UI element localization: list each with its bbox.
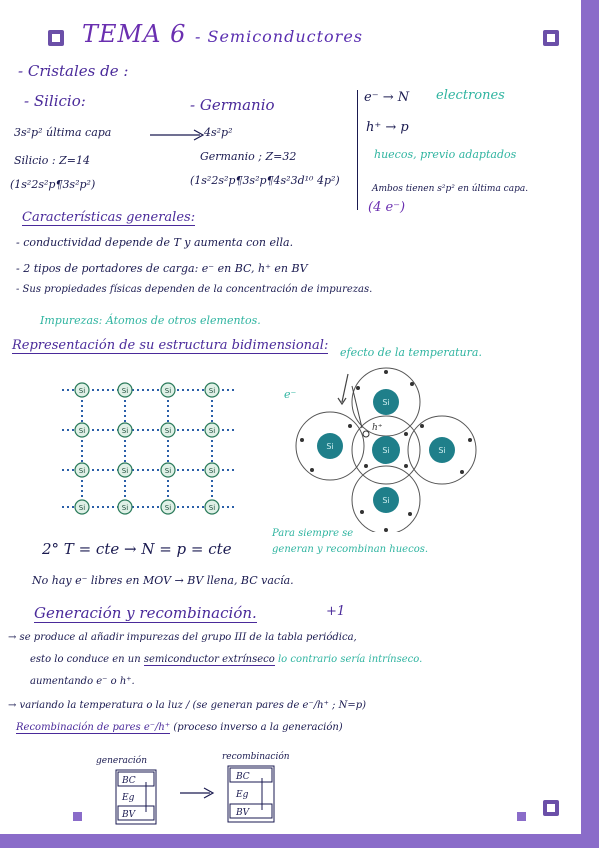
group-plus-label: +1 [326,604,346,619]
lattice-atom-label: Si [78,504,86,512]
equilibrium-formula: 2° T = cte → N = p = cte [42,540,232,558]
lattice-atom-label: Si [78,467,86,475]
lattice-atom-label: Si [164,387,172,395]
carriers-both-note: Ambos tienen s²p² en última capa. [372,184,529,194]
page-title [82,20,363,48]
lattice-atom-label: Si [121,467,129,475]
recombination-band-diagram [222,764,302,826]
lattice-atom-label: Si [164,427,172,435]
arrow-silicon-to-germanium [148,128,208,142]
recombination-label: Recombinación de pares e⁻/h⁺ [16,722,171,733]
germanium-label: - Germanio [190,96,275,114]
generation-line-1: → se produce al añadir impurezas del grupo III de la tabla periódica, [8,632,357,643]
silicon-lattice-grid [40,372,260,522]
recombination-diagram-label: recombinación [222,752,290,762]
divider-vertical [357,90,358,210]
crystals-heading: - Cristales de : [18,62,129,80]
germanium-shell: 4s²p² [204,126,233,139]
hole-marker [363,431,369,437]
lattice-atom-label: Si [164,504,172,512]
generation-diagram-label: generación [96,756,148,766]
lattice-atom-label: Si [121,387,129,395]
lattice-atom-label: Si [78,427,86,435]
general-item-2: - 2 tipos de portadores de carga: e⁻ en BC, h⁺ en BV [16,262,308,275]
carriers-four-electrons: (4 e⁻) [368,200,406,215]
diagram-atom-label: Si [382,496,390,505]
rec-bv-label: BV [236,808,250,818]
temperature-effect-label: efecto de la temperatura. [340,346,482,359]
carrier-electron: e⁻ → N [364,90,410,105]
diagram-atom-label: Si [382,446,390,455]
general-item-1: - conductividad depende de T y aumenta con ella. [16,236,294,249]
lattice-atom-label: Si [208,387,216,395]
extrinsic-semiconductor: semiconductor extrínseco [143,654,275,665]
diagram-atom-label: Si [382,398,390,407]
generation-line-2c: lo contrario sería intrínseco. [274,654,423,665]
lattice-atom-label: Si [121,504,129,512]
carrier-hole-note: huecos, previo adaptados [374,148,517,161]
lattice-atom-label: Si [208,467,216,475]
lattice-atom-label: Si [121,427,129,435]
diagram-atom-label: Si [438,446,446,455]
silicon-shell: 3s²p² última capa [14,126,112,139]
silicon-z: Silicio : Z=14 [14,154,90,167]
electron-label: e⁻ [284,388,297,401]
generation-line-2 [30,654,422,665]
recombination-note: (proceso inverso a la generación) [173,722,343,733]
lattice-atom-label: Si [78,387,86,395]
representation-heading: Representación de su estructura bidimensional: [12,338,329,353]
corner-marker-bottom-right [543,800,559,816]
recombination-line [16,722,343,733]
generation-line-4: → variando la temperatura o la luz / (se generan pares de e⁻/h⁺ ; N=p) [8,700,367,711]
generation-heading: Generación y recombinación. [34,604,257,622]
gen-bv-label: BV [122,810,136,820]
temperature-effect-diagram [282,362,492,532]
general-heading: Características generales: [22,210,196,225]
lattice-atom-label: Si [208,427,216,435]
lattice-atom-label: Si [164,467,172,475]
no-free-electrons-note: No hay e⁻ libres en MOV → BV llena, BC vacía. [32,574,294,587]
lattice-atom-label: Si [208,504,216,512]
impurities-note: Impurezas: Átomos de otros elementos. [40,314,261,327]
arrow-generation-to-recombination [178,786,218,800]
corner-marker-top-right [543,30,559,46]
carrier-electron-note: electrones [436,88,505,103]
title-subtitle: - Semiconductores [194,27,363,46]
note-line-1: Para siempre se [272,528,354,539]
diagram-atom-label: Si [326,442,334,451]
corner-marker-top-left [48,30,64,46]
gen-eg-label: Eg [122,793,135,803]
gen-bc-label: BC [122,776,136,786]
silicon-config: (1s²2s²p¶3s²p²) [10,178,96,191]
generation-line-2a: esto lo conduce en un [30,654,144,665]
germanium-config: (1s²2s²p¶3s²p¶4s²3d¹⁰ 4p²) [190,174,340,187]
silicon-label: - Silicio: [24,92,86,110]
hole-label: h⁺ [372,423,383,433]
general-item-3: - Sus propiedades físicas dependen de la concentración de impurezas. [16,284,373,295]
rec-bc-label: BC [236,772,250,782]
generation-line-3: aumentando e⁻ o h⁺. [30,676,135,687]
corner-dot-bottom-left [73,812,82,821]
germanium-z: Germanio ; Z=32 [200,150,297,163]
title-main: TEMA 6 [82,20,187,48]
note-line-2: generan y recombinan huecos. [272,544,429,555]
carrier-hole: h⁺ → p [366,120,409,135]
rec-eg-label: Eg [236,790,249,800]
corner-dot-bottom-right [517,812,526,821]
